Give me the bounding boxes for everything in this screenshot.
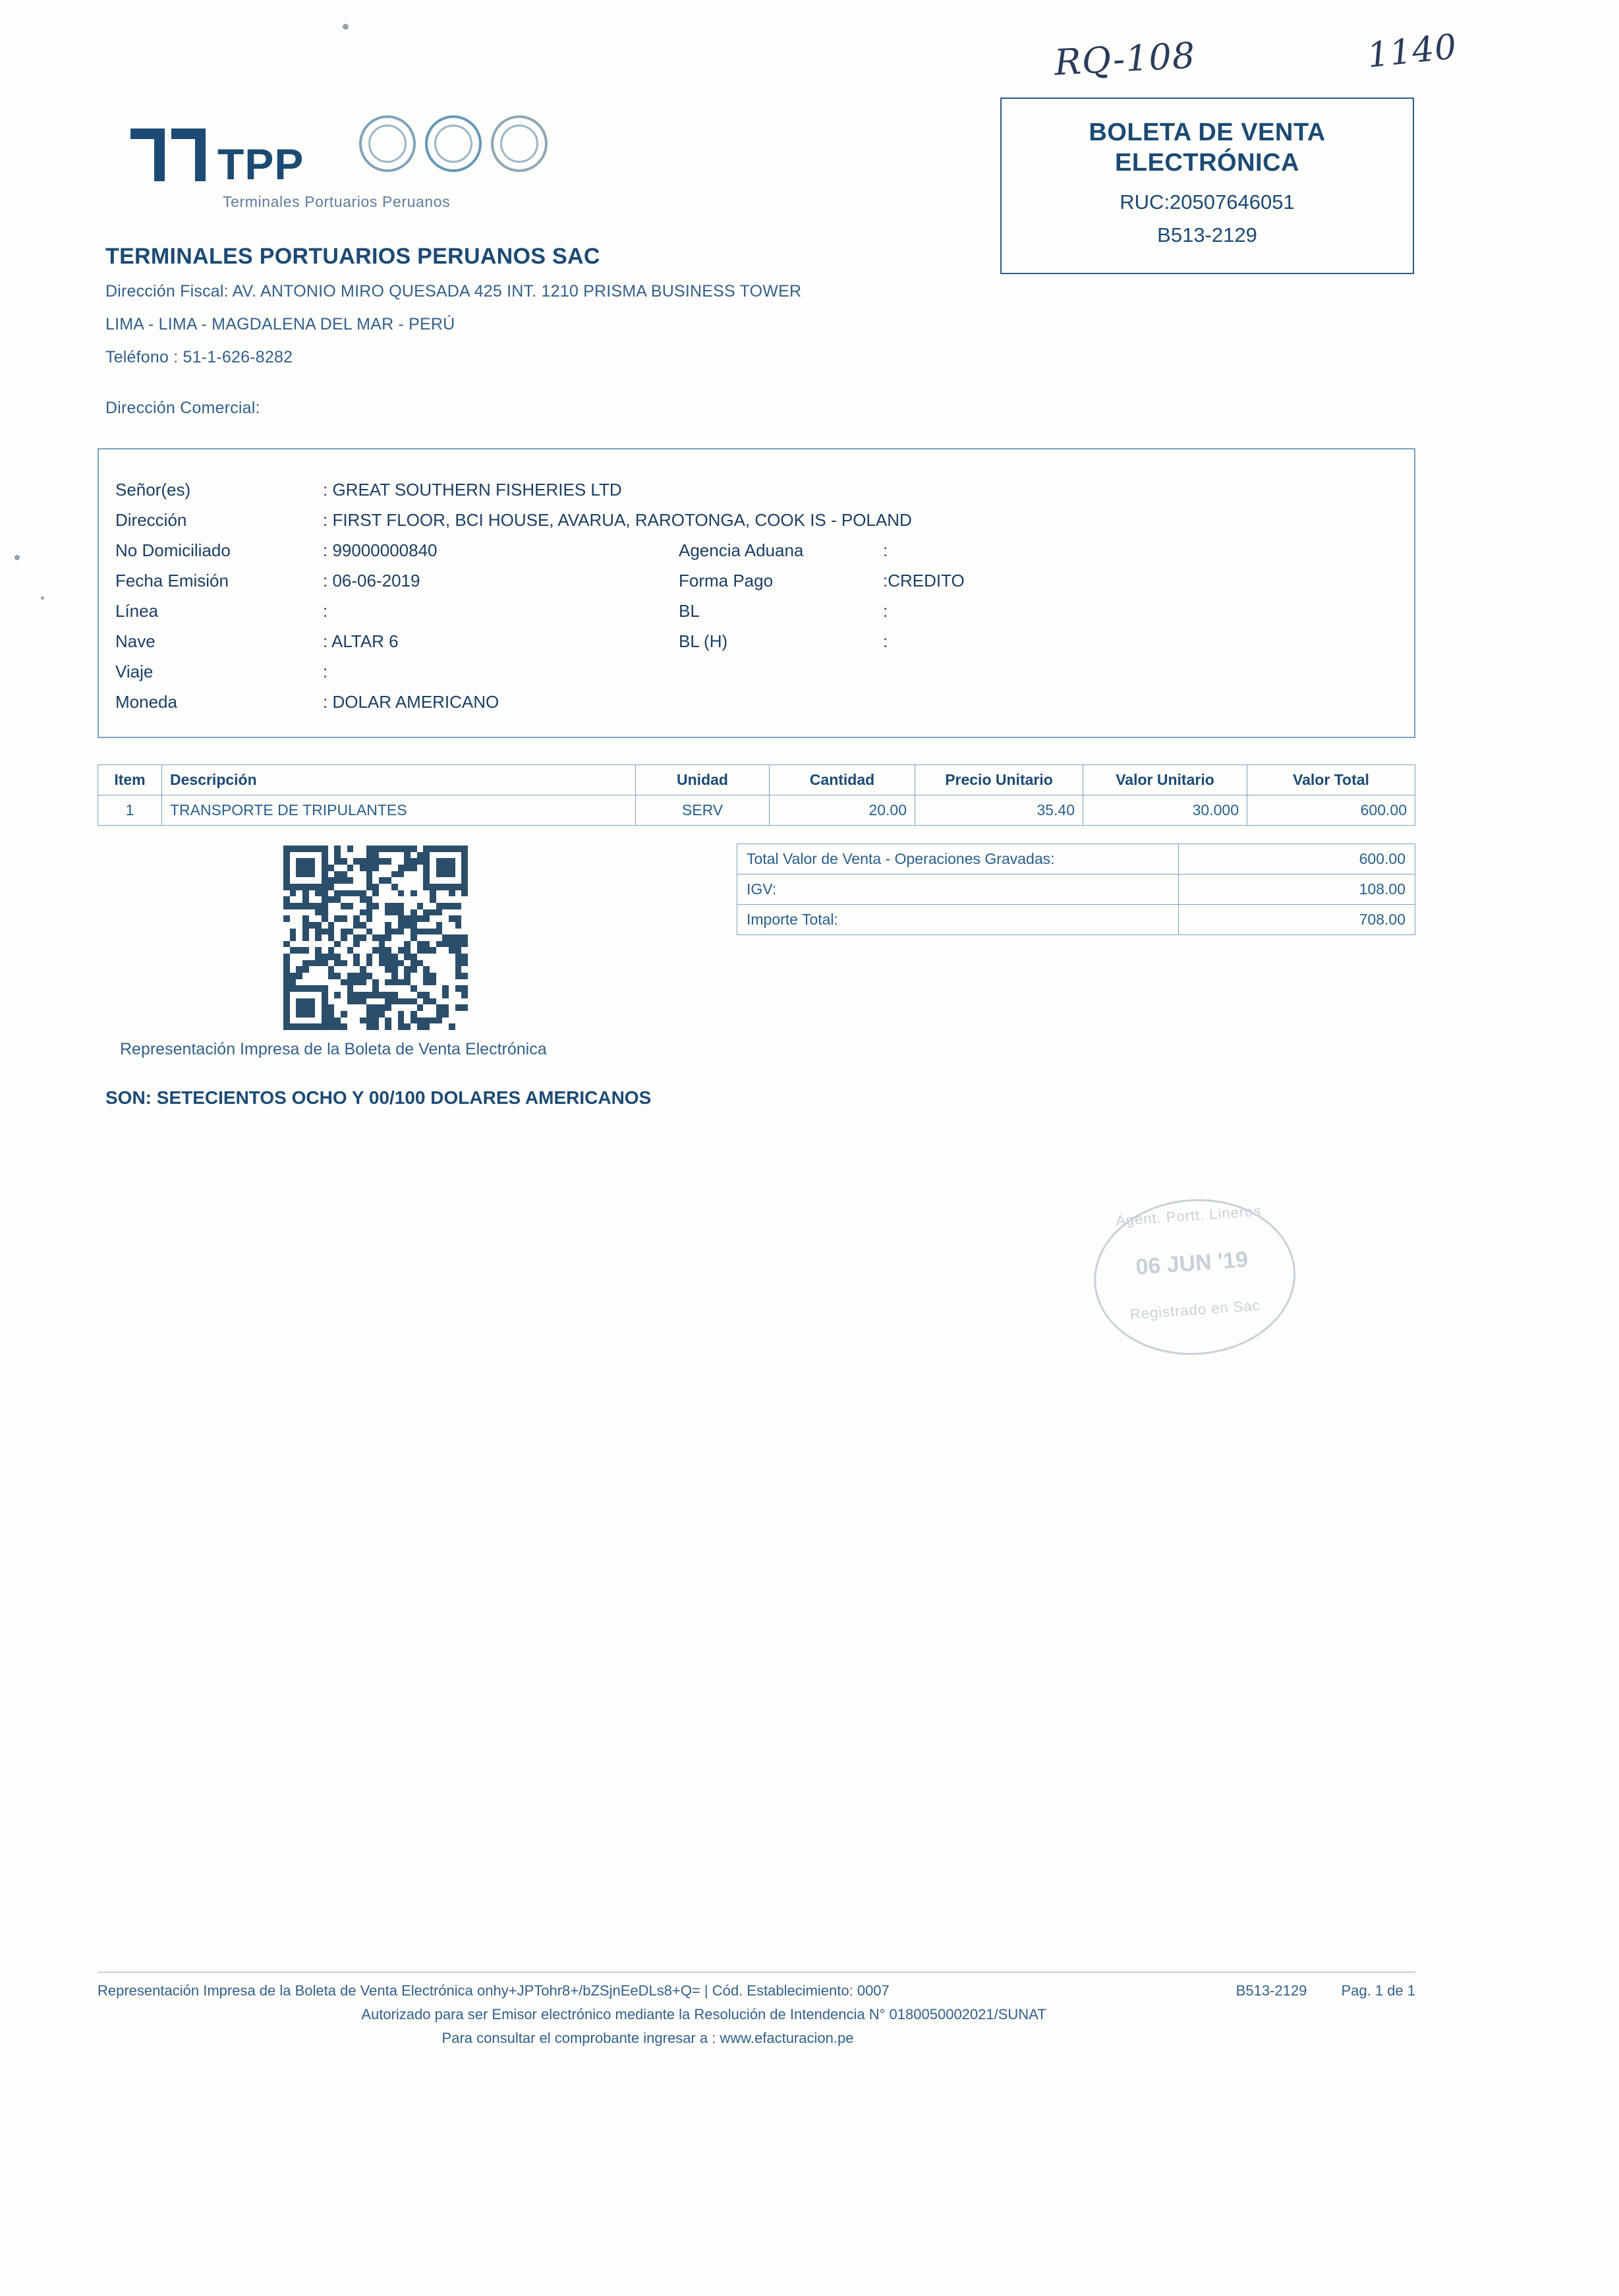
certification-seal-icon — [491, 115, 548, 172]
col-descripcion: Descripción — [162, 765, 636, 795]
field-label-linea: Línea — [115, 601, 159, 621]
document-type-box — [1000, 98, 1414, 274]
field-value-senores: : GREAT SOUTHERN FISHERIES LTD — [323, 480, 622, 500]
field-value-agencia-aduana: : — [883, 540, 888, 560]
field-label-fecha-emision: Fecha Emisión — [115, 571, 229, 590]
field-label-nave: Nave — [115, 631, 156, 651]
stamp-date: 06 JUN '19 — [1135, 1247, 1249, 1280]
totals-label-importe: Importe Total: — [737, 905, 1179, 935]
certification-seals — [359, 115, 548, 172]
reception-stamp — [1089, 1193, 1296, 1358]
commercial-address-label: Dirección Comercial: — [105, 399, 260, 417]
logo-text: TPP — [217, 140, 304, 189]
field-label-bl-h: BL (H) — [679, 631, 728, 651]
col-cantidad: Cantidad — [770, 765, 915, 795]
cell-unidad: SERV — [636, 795, 770, 826]
totals-value-gravadas: 600.00 — [1179, 844, 1415, 875]
field-label-no-domiciliado: No Domiciliado — [115, 540, 231, 560]
qr-caption: Representación Impresa de la Boleta de Venta Electrónica — [120, 1040, 547, 1058]
document-ruc: RUC:20507646051 — [1120, 190, 1295, 214]
field-value-viaje: : — [323, 662, 328, 681]
scan-speck — [14, 555, 20, 560]
fiscal-address-line-1: Dirección Fiscal: AV. ANTONIO MIRO QUESADA 425 INT. 1210 PRISMA BUSINESS TOWER — [105, 282, 802, 301]
footer — [98, 1982, 1415, 2047]
cell-precio-unitario: 35.40 — [915, 795, 1083, 826]
footer-page-number: Pag. 1 de 1 — [1341, 1982, 1415, 1999]
field-label-senores: Señor(es) — [115, 480, 191, 500]
cell-cantidad: 20.00 — [770, 795, 915, 826]
handwritten-note-right: 1140 — [1365, 27, 1460, 76]
col-valor-unitario: Valor Unitario — [1083, 765, 1247, 795]
client-info-box — [98, 448, 1415, 738]
field-label-moneda: Moneda — [115, 692, 177, 712]
tpp-logo-mark — [119, 115, 217, 188]
field-value-forma-pago: :CREDITO — [883, 571, 965, 590]
table-header-row — [98, 765, 1415, 795]
document-title-line-1: BOLETA DE VENTA — [1089, 119, 1326, 146]
field-value-bl: : — [883, 601, 888, 621]
document-title-line-2: ELECTRÓNICA — [1115, 149, 1299, 177]
col-item: Item — [98, 765, 162, 795]
table-row — [98, 795, 1415, 826]
footer-consult-url: Para consultar el comprobante ingresar a : www.efacturacion.pe — [441, 2030, 854, 2046]
field-value-nave: : ALTAR 6 — [323, 631, 399, 651]
footer-authorization: Autorizado para ser Emisor electrónico mediante la Resolución de Intendencia N° 0180050002021/SUNAT — [361, 2006, 1046, 2023]
totals-row-igv — [737, 875, 1415, 905]
stamp-line-1: Agent. Portt. Lineros — [1115, 1202, 1263, 1229]
field-value-bl-h: : — [883, 631, 888, 651]
fiscal-address-line-2: LIMA - LIMA - MAGDALENA DEL MAR - PERÚ — [105, 315, 455, 333]
footer-hash-line: Representación Impresa de la Boleta de Venta Electrónica onhy+JPTohr8+/bZSjnEeDLs8+Q= | Cód. Establecimiento: 0007 — [98, 1982, 890, 1999]
scan-speck — [343, 24, 349, 30]
certification-seal-icon — [359, 115, 416, 172]
cell-valor-total: 600.00 — [1247, 795, 1415, 826]
cell-descripcion: TRANSPORTE DE TRIPULANTES — [162, 795, 636, 826]
col-unidad: Unidad — [636, 765, 770, 795]
field-value-moneda: : DOLAR AMERICANO — [323, 692, 499, 712]
footer-doc-number: B513-2129 — [1236, 1982, 1307, 1999]
items-table — [98, 764, 1415, 826]
field-label-forma-pago: Forma Pago — [679, 571, 774, 590]
qr-code — [283, 846, 468, 1030]
field-label-direccion: Dirección — [115, 510, 187, 530]
totals-label-gravadas: Total Valor de Venta - Operaciones Gravadas: — [737, 844, 1179, 875]
handwritten-note-left: RQ-108 — [1053, 34, 1197, 84]
company-phone: Teléfono : 51-1-626-8282 — [105, 348, 293, 366]
stamp-line-3: Registrado en Sac — [1129, 1296, 1261, 1323]
totals-row-gravadas — [737, 844, 1415, 875]
totals-row-importe — [737, 905, 1415, 935]
field-value-linea: : — [323, 601, 328, 621]
totals-label-igv: IGV: — [737, 875, 1179, 905]
cell-item: 1 — [98, 795, 162, 826]
amount-in-words: SON: SETECIENTOS OCHO Y 00/100 DOLARES AMERICANOS — [105, 1087, 652, 1108]
col-valor-total: Valor Total — [1247, 765, 1415, 795]
field-label-viaje: Viaje — [115, 662, 154, 681]
certification-seal-icon — [425, 115, 482, 172]
totals-value-importe: 708.00 — [1179, 905, 1415, 935]
totals-table — [737, 844, 1415, 935]
field-value-fecha-emision: : 06-06-2019 — [323, 571, 420, 590]
col-precio-unitario: Precio Unitario — [915, 765, 1083, 795]
field-value-direccion: : FIRST FLOOR, BCI HOUSE, AVARUA, RAROTONGA, COOK IS - POLAND — [323, 510, 912, 530]
cell-valor-unitario: 30.000 — [1083, 795, 1247, 826]
company-name: TERMINALES PORTUARIOS PERUANOS SAC — [105, 244, 600, 269]
field-label-bl: BL — [679, 601, 700, 621]
field-label-agencia-aduana: Agencia Aduana — [679, 540, 804, 560]
logo-subtitle: Terminales Portuarios Peruanos — [223, 193, 451, 210]
scan-speck — [41, 596, 44, 600]
document-number: B513-2129 — [1157, 223, 1257, 246]
field-value-no-domiciliado: : 99000000840 — [323, 540, 438, 560]
totals-value-igv: 108.00 — [1179, 875, 1415, 905]
